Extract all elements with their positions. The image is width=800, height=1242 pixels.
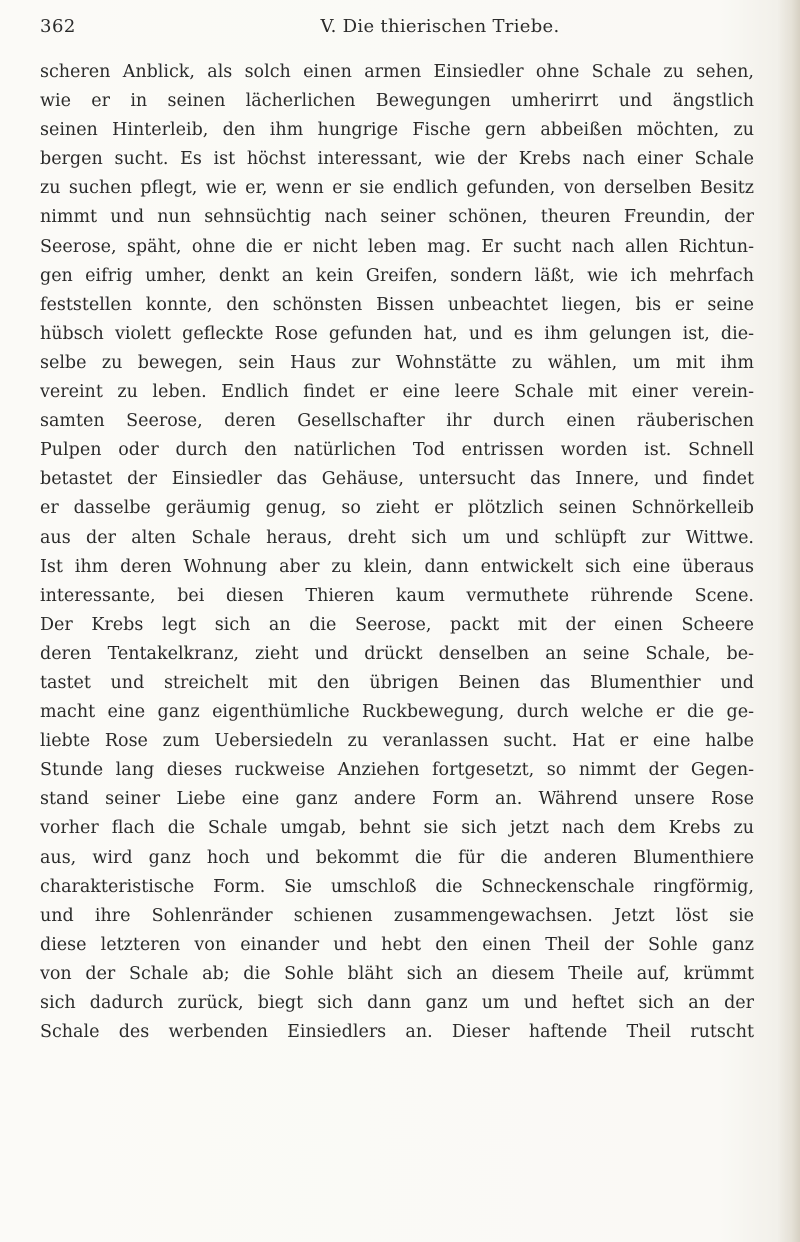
text-line: vorher flach die Schale umgab, behnt sie sich jetzt nach dem Krebs zu bbox=[40, 818, 754, 839]
text-line: vereint zu leben. Endlich findet er eine leere Schale mit einer verein- bbox=[40, 382, 754, 403]
text-line: nimmt und nun sehnsüchtig nach seiner schönen, theuren Freundin, der bbox=[40, 207, 754, 228]
page-number: 362 bbox=[40, 16, 76, 37]
text-line: stand seiner Liebe eine ganz andere Form an. Während unsere Rose bbox=[40, 789, 754, 810]
text-line: wie er in seinen lächerlichen Bewegungen umherirrt und ängstlich bbox=[40, 91, 754, 112]
text-line: macht eine ganz eigenthümliche Ruckbewegung, durch welche er die ge- bbox=[40, 702, 754, 723]
text-line: Seerose, späht, ohne die er nicht leben mag. Er sucht nach allen Richtun- bbox=[40, 236, 754, 257]
text-line: sich dadurch zurück, biegt sich dann ganz um und heftet sich an der bbox=[40, 993, 754, 1013]
text-line: selbe zu bewegen, sein Haus zur Wohnstätte zu wählen, um mit ihm bbox=[40, 352, 754, 373]
text-line: bergen sucht. Es ist höchst interessant, wie der Krebs nach einer Schale bbox=[40, 149, 754, 170]
text-line: Pulpen oder durch den natürlichen Tod entrissen worden ist. Schnell bbox=[40, 440, 754, 461]
text-line: hübsch violett gefleckte Rose gefunden hat, und es ihm gelungen ist, die- bbox=[40, 323, 754, 344]
text-line: aus, wird ganz hoch und bekommt die für die anderen Blumenthiere bbox=[40, 847, 754, 868]
text-line: feststellen konnte, den schönsten Bissen unbeachtet liegen, bis er seine bbox=[40, 294, 754, 315]
text-line: aus der alten Schale heraus, dreht sich um und schlüpft zur Wittwe. bbox=[40, 527, 754, 548]
text-line: gen eifrig umher, denkt an kein Greifen, sondern läßt, wie ich mehrfach bbox=[40, 265, 754, 286]
body-text bbox=[40, 58, 754, 1047]
page-edge-shadow bbox=[778, 0, 800, 1242]
page-header bbox=[40, 16, 760, 46]
text-line: Schale des werbenden Einsiedlers an. Dieser haftende Theil rutscht bbox=[40, 1022, 754, 1043]
text-line: betastet der Einsiedler das Gehäuse, untersucht das Innere, und findet bbox=[40, 469, 754, 490]
text-line: deren Tentakelkranz, zieht und drückt denselben an seine Schale, be- bbox=[40, 643, 754, 664]
text-line: seinen Hinterleib, den ihm hungrige Fische gern abbeißen möchten, zu bbox=[40, 120, 754, 141]
running-head: V. Die thierischen Triebe. bbox=[320, 16, 560, 37]
text-line: charakteristische Form. Sie umschloß die Schneckenschale ringförmig, bbox=[40, 876, 754, 897]
text-line: zu suchen pflegt, wie er, wenn er sie endlich gefunden, von derselben Besitz bbox=[40, 178, 754, 199]
text-line: scheren Anblick, als solch einen armen Einsiedler ohne Schale zu sehen, bbox=[40, 62, 754, 82]
text-line: liebte Rose zum Uebersiedeln zu veranlassen sucht. Hat er eine halbe bbox=[40, 731, 754, 752]
text-line: er dasselbe geräumig genug, so zieht er plötzlich seinen Schnörkelleib bbox=[40, 498, 754, 519]
text-line: von der Schale ab; die Sohle bläht sich an diesem Theile auf, krümmt bbox=[40, 963, 754, 984]
text-line: interessante, bei diesen Thieren kaum vermuthete rührende Scene. bbox=[40, 585, 754, 606]
text-line: und ihre Sohlenränder schienen zusammengewachsen. Jetzt löst sie bbox=[40, 905, 754, 926]
text-line: diese letzteren von einander und hebt den einen Theil der Sohle ganz bbox=[40, 934, 754, 955]
text-line: Stunde lang dieses ruckweise Anziehen fortgesetzt, so nimmt der Gegen- bbox=[40, 760, 754, 781]
text-line: Ist ihm deren Wohnung aber zu klein, dann entwickelt sich eine überaus bbox=[40, 556, 754, 577]
text-line: tastet und streichelt mit den übrigen Beinen das Blumenthier und bbox=[40, 672, 754, 693]
text-line: Der Krebs legt sich an die Seerose, packt mit der einen Scheere bbox=[40, 614, 754, 635]
text-line: samten Seerose, deren Gesellschafter ihr durch einen räuberischen bbox=[40, 411, 754, 432]
